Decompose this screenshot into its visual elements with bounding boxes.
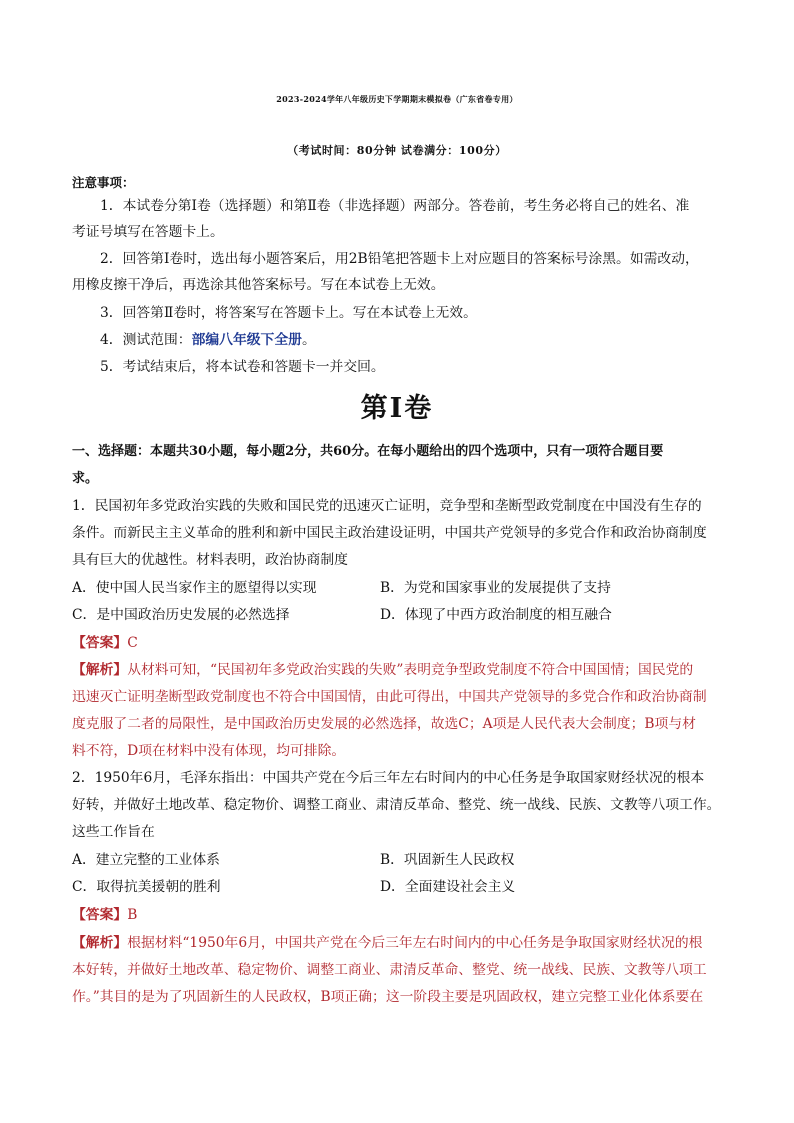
- notice-line-scope: [100, 330, 316, 350]
- question-stem: 条件。而新民主主义革命的胜利和新中国民主政治建设证明，中国共产党领导的多党合作和政治协商制度: [72, 525, 707, 541]
- analysis-tag: 【解析】: [72, 935, 128, 951]
- question-stem: 这些工作旨在: [72, 824, 155, 840]
- answer-line: [72, 633, 138, 653]
- answer-value: B: [127, 907, 138, 923]
- scope-suffix: 。: [301, 332, 316, 348]
- analysis-text: 根据材料“1950年6月，中国共产党在今后三年左右时间内的中心任务是争取国家财经状况的根: [127, 935, 703, 951]
- section-instructions-cont: 求。: [72, 471, 99, 486]
- analysis-tag: 【解析】: [72, 662, 128, 678]
- scope-prefix: 4．测试范围：: [100, 332, 192, 348]
- section-title: 第Ⅰ卷: [360, 393, 434, 424]
- analysis-line: 度克服了二者的局限性，是中国政治历史发展的必然选择，故选C；A项是人民代表大会制度；B项与材: [72, 716, 696, 732]
- scope-value: 部编八年级下全册: [191, 332, 302, 348]
- analysis-line: 迅速灭亡证明垄断型政党制度也不符合中国国情，由此可得出，中国共产党领导的多党合作和政治协商制: [72, 689, 707, 705]
- question-stem: 2．1950年6月，毛泽东指出：中国共产党在今后三年左右时间内的中心任务是争取国家财经状况的根本: [72, 770, 705, 786]
- option-b: B．巩固新生人民政权: [380, 852, 515, 868]
- exam-subtitle: （考试时间：80分钟 试卷满分：100分）: [287, 144, 507, 157]
- option-d: D．全面建设社会主义: [380, 879, 516, 895]
- notice-line: 5．考试结束后，将本试卷和答题卡一并交回。: [100, 359, 385, 375]
- instr-text: 选项中，只有一项符合题目要: [494, 444, 664, 459]
- notice-heading: 注意事项：: [72, 175, 135, 190]
- notice-line: 3．回答第Ⅱ卷时，将答案写在答题卡上。写在本试卷上无效。: [100, 305, 477, 321]
- question-stem: 1．民国初年多党政治实践的失败和国民党的迅速灭亡证明，竞争型和垄断型政党制度在中国没有生存的: [72, 498, 702, 514]
- notice-line: 1．本试卷分第Ⅰ卷（选择题）和第Ⅱ卷（非选择题）两部分。答卷前，考生务必将自己的姓名、准: [100, 198, 690, 214]
- option-a: A．使中国人民当家作主的愿望得以实现: [72, 580, 317, 596]
- option-a: A．建立完整的工业体系: [72, 852, 220, 868]
- notice-line: 考证号填写在答题卡上。: [72, 224, 224, 240]
- instr-emph: 四个: [468, 444, 495, 459]
- notice-line: 用橡皮擦干净后，再选涂其他答案标号。写在本试卷上无效。: [72, 277, 445, 293]
- option-c: C．取得抗美援朝的胜利: [72, 879, 221, 895]
- answer-value: C: [127, 635, 138, 651]
- instr-text: 一、选择题：本题共30小题，每小题2分，共60分。在每小题给出的: [72, 444, 469, 459]
- analysis-line: [72, 933, 702, 953]
- notice-line: 2．回答第Ⅰ卷时，选出每小题答案后，用2B铅笔把答题卡上对应题目的答案标号涂黑。如需改动，: [100, 251, 699, 267]
- question-stem: 好转，并做好土地改革、稳定物价、调整工商业、肃清反革命、整党、统一战线、民族、文教等八项工作。: [72, 797, 721, 813]
- analysis-line: [72, 660, 693, 680]
- analysis-text: 从材料可知，“民国初年多党政治实践的失败”表明竞争型政党制度不符合中国国情；国民党的: [127, 662, 694, 678]
- option-d: D．体现了中西方政治制度的相互融合: [380, 607, 612, 623]
- section-instructions: [72, 442, 663, 462]
- answer-tag: 【答案】: [72, 907, 128, 923]
- exam-title: 2023-2024学年八年级历史下学期期末模拟卷（广东省卷专用）: [276, 94, 518, 104]
- analysis-line: 作。”其目的是为了巩固新生的人民政权，B项正确；这一阶段主要是巩固政权，建立完整工业化体系要在: [72, 989, 704, 1005]
- answer-tag: 【答案】: [72, 635, 128, 651]
- analysis-line: 本好转，并做好土地改革、稳定物价、调整工商业、肃清反革命、整党、统一战线、民族、文教等八项工: [72, 962, 707, 978]
- option-c: C．是中国政治历史发展的必然选择: [72, 607, 290, 623]
- option-b: B．为党和国家事业的发展提供了支持: [380, 580, 611, 596]
- question-stem: 具有巨大的优越性。材料表明，政治协商制度: [72, 552, 348, 568]
- analysis-line: 料不符，D项在材料中没有体现，均可排除。: [72, 743, 346, 759]
- answer-line: [72, 905, 137, 925]
